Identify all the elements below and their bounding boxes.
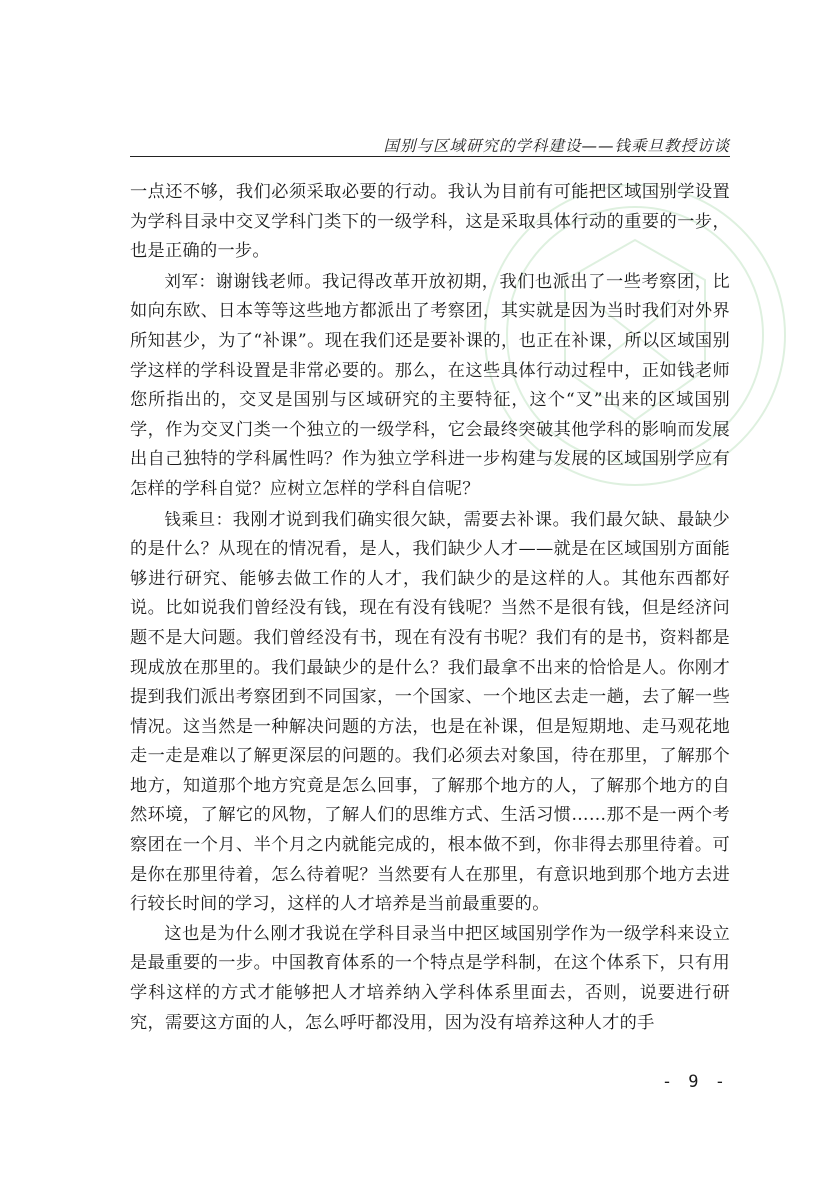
- paragraph-text: 我刚才说到我们确实很欠缺，需要去补课。我们最欠缺、最缺少的是什么？从现在的情况看，是人，我们缺少人才——就是在区域国别方面能够进行研究、能够去做工作的人才，我们缺少的是这样的人。其他东西都好说。比如说我们曾经没有钱，现在有没有钱呢？当然不是很有钱，但是经济问题不是大问题。我们曾经没有书，现在有没有书呢？我们有的是书，资料都是现成放在那里的。我们最缺少的是什么？我们最拿不出来的恰恰是人。你刚才提到我们派出考察团到不同国家，一个国家、一个地区去走一趟，去了解一些情况。这当然是一种解决问题的方法，也是在补课，但是短期地、走马观花地走一走是难以了解更深层的问题的。我们必须去对象国，待在那里，了解那个地方，知道那个地方究竟是怎么回事，了解那个地方的人，了解那个地方的自然环境，了解它的风物，了解人们的思维方式、生活习惯……那不是一两个考察团在一个月、半个月之内就能完成的，根本做不到，你非得去那里待着。可是你在那里待着，怎么待着呢？当然要有人在那里，有意识地到那个地方去进行较长时间的学习，这样的人才培养是当前最重要的。: [130, 509, 731, 915]
- running-header: [130, 128, 730, 157]
- paragraph-question: [130, 267, 730, 505]
- paragraph-answer: [130, 505, 730, 920]
- article-body: [130, 178, 730, 1038]
- paragraph-answer-continued: [130, 920, 730, 1038]
- speaker-label: 钱乘旦：: [164, 509, 233, 529]
- running-header-title: 国别与区域研究的学科建设——钱乘旦教授访谈: [383, 137, 730, 155]
- page-number: - 9 -: [661, 1072, 728, 1092]
- paragraph-text: 一点还不够，我们必须采取必要的行动。我认为目前有可能把区域国别学设置为学科目录中交叉学科门类下的一级学科，这是采取具体行动的重要的一步，也是正确的一步。: [130, 182, 730, 262]
- speaker-label: 刘军：: [164, 271, 216, 291]
- paragraph-text: 这也是为什么刚才我说在学科目录当中把区域国别学作为一级学科来设立是最重要的一步。中国教育体系的一个特点是学科制，在这个体系下，只有用学科这样的方式才能够把人才培养纳入学科体系里面去，否则，说要进行研究，需要这方面的人，怎么呼吁都没用，因为没有培养这种人才的手: [130, 923, 730, 1033]
- paragraph-text: 谢谢钱老师。我记得改革开放初期，我们也派出了一些考察团，比如向东欧、日本等等这些地方都派出了考察团，其实就是因为当时我们对外界所知甚少，为了“补课”。现在我们还是要补课的，也正在补课，所以区域国别学这样的学科设置是非常必要的。那么，在这些具体行动过程中，正如钱老师您所指出的，交叉是国别与区域研究的主要特征，这个“叉”出来的区域国别学，作为交叉门类一个独立的一级学科，它会最终突破其他学科的影响而发展出自己独特的学科属性吗？作为独立学科进一步构建与发展的区域国别学应有怎样的学科自觉？应树立怎样的学科自信呢？: [130, 271, 731, 499]
- paragraph-continued: [130, 178, 730, 267]
